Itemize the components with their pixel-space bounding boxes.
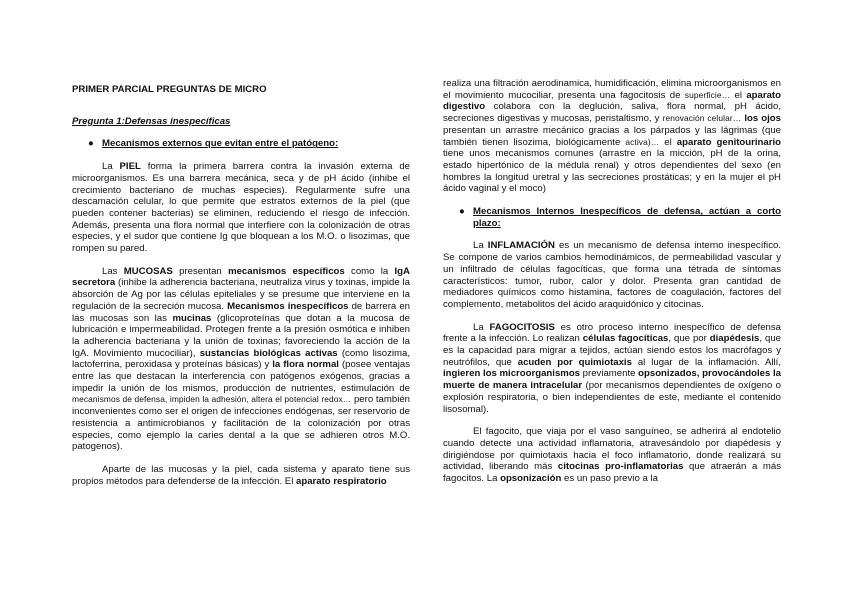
paragraph-fagocitosis: La FAGOCITOSIS es otro proceso interno inespecífico de defensa frente a la infección. Lo realizan células fagocíticas, que por diapédesis, que es la capacidad para migrar a tejidos, actúan siendo estos los macrófagos y neutrófilos, que acuden por quimiotaxis al lugar de la inflamación. Allí, ingieren los microorganismos previamente opsonizados, provocándoles la muerte de manera intracelular (por mecanismos dependientes de oxígeno o explosión respiratoria, o bien independientes de este, mediante el contenido lisosomal). xyxy=(443,321,782,415)
paragraph-aparte: Aparte de las mucosas y la piel, cada sistema y aparato tiene sus propios métodos para defenderse de la infección. El aparato respiratorio xyxy=(72,463,410,487)
paragraph-mucosas: Las MUCOSAS presentan mecanismos específicos como la IgA secretora (inhibe la adherencia bacteriana, neutraliza virus y toxinas, impide la absorción de Ag por las células epiteliales y se presume que interviene en la regulación de la secreción mucosa. Mecanismos inespecíficos de barrera en las mucosas son las mucinas (glicoproteínas que dotan a la mucosa de lubricación e impermeabilidad. Protegen frente a la presión osmótica e inhiben la adherencia bacteriana y la unión de toxinas; favoreciendo la acción de la IgA. Movimiento mucociliar), sustancias biológicas activas (como lisozima, lactoferrina, peroxidasa y proteínas básicas) y la flora normal (posee ventajas entre las que destacan la interferencia con patógenos exógenos, gracias a impedir la unión de los mismos, producción de nutrientes, estimulación de mecanismos de defensa, impiden la adhesión, altera el potencial redox… pero también inconvenientes como ser el origen de infecciones endógenas, ser reservorio de resistencia a antimicrobianos y facilitación de la colonización por otras especies, como ejemplo la caries dental a la que se adhieren otros M.O. patogenos). xyxy=(72,265,411,453)
bullet-internal-mechanisms xyxy=(443,206,781,229)
bullet-dot-icon: ● xyxy=(459,206,465,218)
question-1-heading: Pregunta 1:Defensas inespecíficas xyxy=(72,115,231,127)
left-column xyxy=(72,78,410,487)
paragraph-systems-continued: realiza una filtración aerodinamica, humidificación, elimina microorganismos en el movimiento mucociliar, presenta una fagocitosis de superficie… el aparato digestivo colabora con la deglución, saliva, flora normal, pH ácido, secreciones digestivas y mucosas, peristaltismo, y renovación celular… los ojos presentan un arrastre mecánico gracias a los párpados y las lágrimas (que también tienen lisozima, biológicamente activa)… el aparato genitourinario tiene unos mecanismos comunes (arrastre en la micción, pH de la orina, estado hipertónico de la médula renal) y otros dependientes del sexo (en hombres la longitud uretral y las secreciones prostáticas; y en la mujer el pH ácido vaginal y el moco) xyxy=(443,78,782,195)
bullet-external-mechanisms-text: Mecanismos externos que evitan entre el patógeno: xyxy=(102,138,339,150)
bullet-dot-icon: ● xyxy=(88,138,94,150)
paragraph-piel: La PIEL forma la primera barrera contra la invasión externa de microorganismos. Es una barrera mecánica, seca y de pH ácido (inhibe el crecimiento bacteriano de muchas especies). Regularmente sufre una descamación celular, lo que permite que estratos externos de la piel (que pueden contener bacterias) se eliminen, reduciendo el riesgo de infección. Además, presenta una flora normal que interfiere con la colonización de otras especies, y el sudor que contiene Ig que bloquean a los M.O. o lisozimas, que rompen su pared. xyxy=(72,161,410,255)
bullet-internal-mechanisms-text: Mecanismos Internos Inespecíficos de defensa, actúan a corto plazo: xyxy=(473,206,781,229)
right-column xyxy=(443,78,781,485)
paragraph-inflamacion: La INFLAMACIÓN es un mecanismo de defensa interno inespecífico. Se compone de varios cambios hemodinámicos, de permeabilidad vascular y un infiltrado de células fagocíticas, que forma una tétrada de síntomas característicos: tumor, rubor, calor y dolor. Presenta gran cantidad de mediadores químicos como histamina, factores de coagulación, factores del complemento, metabolitos del ácido araquidónico y citocinas. xyxy=(443,240,781,310)
bullet-external-mechanisms xyxy=(72,138,410,150)
paragraph-fagocito: El fagocito, que viaja por el vaso sanguíneo, se adherirá al endotelio cuando detecte una actividad inflamatoria, atravesándolo por diapédesis y dirigiéndose por quimiotaxis hacia el foco inflamatorio, donde realizará su actividad, liberando más citocinas pro-inflamatorias que atraerán a más fagocitos. La opsonización es un paso previo a la xyxy=(443,426,781,485)
document-title: PRIMER PARCIAL PREGUNTAS DE MICRO xyxy=(72,84,267,95)
